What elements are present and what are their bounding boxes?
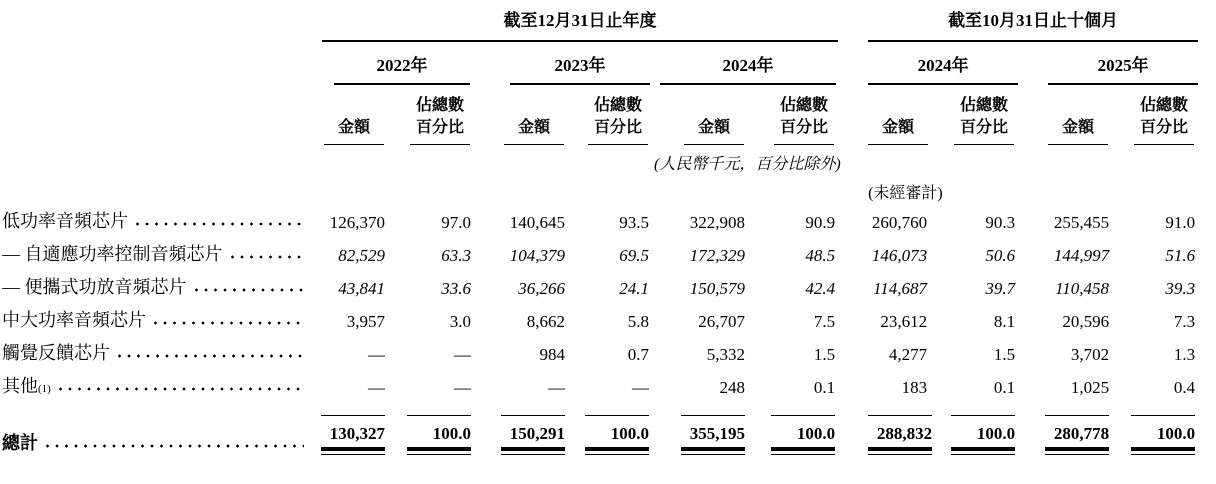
cell-value: 5.8 (627, 312, 649, 332)
group-gap (838, 370, 868, 403)
cell-value: 33.6 (441, 279, 471, 299)
cell-value: 36,266 (518, 279, 565, 299)
year-header-2025: 2025年 (1018, 42, 1198, 85)
cell-value: 288,832 (868, 403, 930, 465)
col-header-pct: 佔總數 百分比 (1112, 85, 1198, 145)
cell-value: 144,997 (1053, 246, 1110, 266)
table-row (0, 271, 1216, 304)
cell-value: 20,596 (1062, 312, 1110, 332)
cell-value: 255,455 (1053, 213, 1110, 233)
cell-value: 3.0 (449, 312, 471, 332)
total-row (0, 403, 1216, 465)
group-gap (838, 271, 868, 304)
col-header-amount: 金額 (652, 85, 748, 145)
cell-value: 150,579 (689, 279, 745, 299)
group-gap (838, 304, 868, 337)
dot-leader (45, 435, 304, 449)
cell-value: 130,327 (312, 403, 388, 465)
col-header-amount: 金額 (868, 85, 930, 145)
table-row (0, 304, 1216, 337)
row-label: 其他 (2, 376, 38, 397)
cell-value: 146,073 (871, 246, 928, 266)
group-gap (838, 403, 868, 465)
cell-value: 140,645 (509, 213, 565, 233)
cell-value: 126,370 (329, 213, 385, 233)
cell-value: 0.1 (813, 378, 836, 398)
cell-value: 1.5 (993, 345, 1016, 365)
cell-value: 93.5 (619, 213, 649, 233)
right-margin (1198, 205, 1216, 238)
cell-value: 183 (901, 378, 928, 398)
dot-leader (230, 246, 305, 260)
cell-value: 150,291 (474, 403, 568, 465)
row-label-cell (0, 271, 312, 304)
cell-value: 63.3 (441, 246, 471, 266)
period-group-ten-months (868, 6, 1198, 42)
cell-value: 97.0 (441, 213, 471, 233)
row-label: 觸覺反饋芯片 (2, 343, 110, 364)
cell-value: 3,957 (346, 312, 385, 332)
cell-value: 0.1 (993, 378, 1016, 398)
cell-value: 100.0 (568, 403, 652, 465)
year-header-2024-ten-months: 2024年 (868, 42, 1018, 85)
dot-leader (135, 213, 304, 227)
row-label: 總計 (2, 433, 38, 454)
row-label: 中大功率音頻芯片 (2, 310, 146, 331)
col-header-pct: 佔總數 百分比 (388, 85, 474, 145)
dot-leader (194, 279, 305, 293)
table-row (0, 238, 1216, 271)
cell-value: 90.3 (985, 213, 1016, 233)
col-header-pct: 佔總數 百分比 (930, 85, 1018, 145)
cell-value: 322,908 (689, 213, 745, 233)
right-margin (1198, 42, 1216, 85)
cell-value: 82,529 (338, 246, 385, 266)
cell-value: 4,277 (888, 345, 928, 365)
cell-value: 7.5 (813, 312, 836, 332)
col-header-pct: 佔總數 百分比 (568, 85, 652, 145)
cell-value: 355,195 (652, 403, 748, 465)
row-label: — 便攜式功放音頻芯片 (2, 277, 187, 298)
unaudited-note-row (0, 176, 1216, 205)
cell-value: 24.1 (619, 279, 649, 299)
cell-value: 104,379 (509, 246, 565, 266)
cell-value: 248 (719, 378, 745, 398)
cell-value: — (548, 378, 565, 398)
unit-note: (人民幣千元，百分比除外) (654, 156, 841, 174)
cell-value: — (632, 378, 649, 398)
group-header-row (0, 6, 1216, 42)
cell-value: 26,707 (698, 312, 745, 332)
year-header-2024: 2024年 (652, 42, 838, 85)
year-header-2022: 2022年 (312, 42, 474, 85)
cell-value: 0.7 (627, 345, 649, 365)
year-header-row (0, 42, 1216, 85)
cell-value: 8,662 (526, 312, 565, 332)
group-gap (838, 238, 868, 271)
period-group-ten-months-label: 截至10月31日止十個月 (868, 6, 1198, 42)
cell-value: 1.5 (813, 345, 836, 365)
cell-value: 100.0 (930, 403, 1018, 465)
cell-value: 7.3 (1173, 312, 1196, 332)
right-margin (1198, 238, 1216, 271)
cell-value: 42.4 (805, 279, 836, 299)
cell-value: 984 (539, 345, 565, 365)
right-margin (1198, 403, 1216, 465)
row-label: — 自適應功率控制音頻芯片 (2, 244, 223, 265)
cell-value: 114,687 (873, 279, 928, 299)
year-header-2023: 2023年 (474, 42, 652, 85)
group-gap (838, 6, 868, 42)
cell-value: 1.3 (1173, 345, 1196, 365)
cell-value: 260,760 (871, 213, 928, 233)
cell-value: 69.5 (619, 246, 649, 266)
row-label-cell (0, 205, 312, 238)
cell-value: 39.3 (1165, 279, 1196, 299)
right-margin (1198, 337, 1216, 370)
cell-value: 23,612 (880, 312, 928, 332)
right-margin (1198, 370, 1216, 403)
unaudited-note-cell (868, 176, 1198, 205)
cell-value: 280,778 (1018, 403, 1112, 465)
group-gap (838, 337, 868, 370)
unit-note-cell (652, 145, 841, 176)
cell-value: 5,332 (706, 345, 745, 365)
cell-value: 43,841 (338, 279, 385, 299)
dot-leader (153, 312, 304, 326)
label-column-spacer (0, 85, 312, 145)
period-group-annual-label: 截至12月31日止年度 (322, 6, 838, 42)
cell-value: 90.9 (805, 213, 836, 233)
row-label-cell (0, 238, 312, 271)
cell-value: 51.6 (1165, 246, 1196, 266)
table-row (0, 337, 1216, 370)
right-margin (1198, 85, 1216, 145)
group-gap (838, 42, 868, 85)
column-header-row (0, 85, 1216, 145)
cell-value: 8.1 (993, 312, 1016, 332)
label-column-spacer (0, 6, 312, 42)
label-column-spacer (0, 176, 312, 205)
right-margin (1198, 304, 1216, 337)
cell-value: 172,329 (689, 246, 745, 266)
label-column-spacer (0, 42, 312, 85)
col-header-pct: 佔總數 百分比 (748, 85, 838, 145)
row-label-cell: 其他 (1) (0, 370, 312, 403)
cell-value: 1,025 (1070, 378, 1110, 398)
group-gap (838, 85, 868, 145)
col-header-amount: 金額 (312, 85, 388, 145)
row-label-cell (0, 304, 312, 337)
table-row (0, 205, 1216, 238)
revenue-breakdown-table (0, 6, 1216, 465)
cell-value: — (368, 378, 385, 398)
cell-value: 0.4 (1173, 378, 1196, 398)
row-label: 低功率音頻芯片 (2, 211, 128, 232)
cell-value: 48.5 (805, 246, 836, 266)
cell-value: 100.0 (748, 403, 838, 465)
cell-value: — (368, 345, 385, 365)
period-group-annual (312, 6, 838, 42)
table-row (0, 370, 1216, 403)
dot-leader (58, 378, 304, 392)
cell-value: 91.0 (1165, 213, 1196, 233)
row-label-cell (0, 403, 312, 465)
label-column-spacer (0, 145, 312, 176)
col-header-amount: 金額 (474, 85, 568, 145)
right-margin (1198, 271, 1216, 304)
cell-value: 3,702 (1070, 345, 1110, 365)
cell-value: 39.7 (985, 279, 1016, 299)
cell-value: — (454, 345, 471, 365)
dot-leader (117, 345, 304, 359)
cell-value: 110,458 (1055, 279, 1110, 299)
col-header-amount: 金額 (1018, 85, 1112, 145)
row-label-cell (0, 337, 312, 370)
unit-note-row (0, 145, 1216, 176)
group-gap (838, 205, 868, 238)
right-margin (1198, 6, 1216, 42)
cell-value: 100.0 (388, 403, 474, 465)
cell-value: 50.6 (985, 246, 1016, 266)
unaudited-note: (未經審計) (868, 185, 943, 203)
cell-value: — (454, 378, 471, 398)
cell-value: 100.0 (1112, 403, 1198, 465)
